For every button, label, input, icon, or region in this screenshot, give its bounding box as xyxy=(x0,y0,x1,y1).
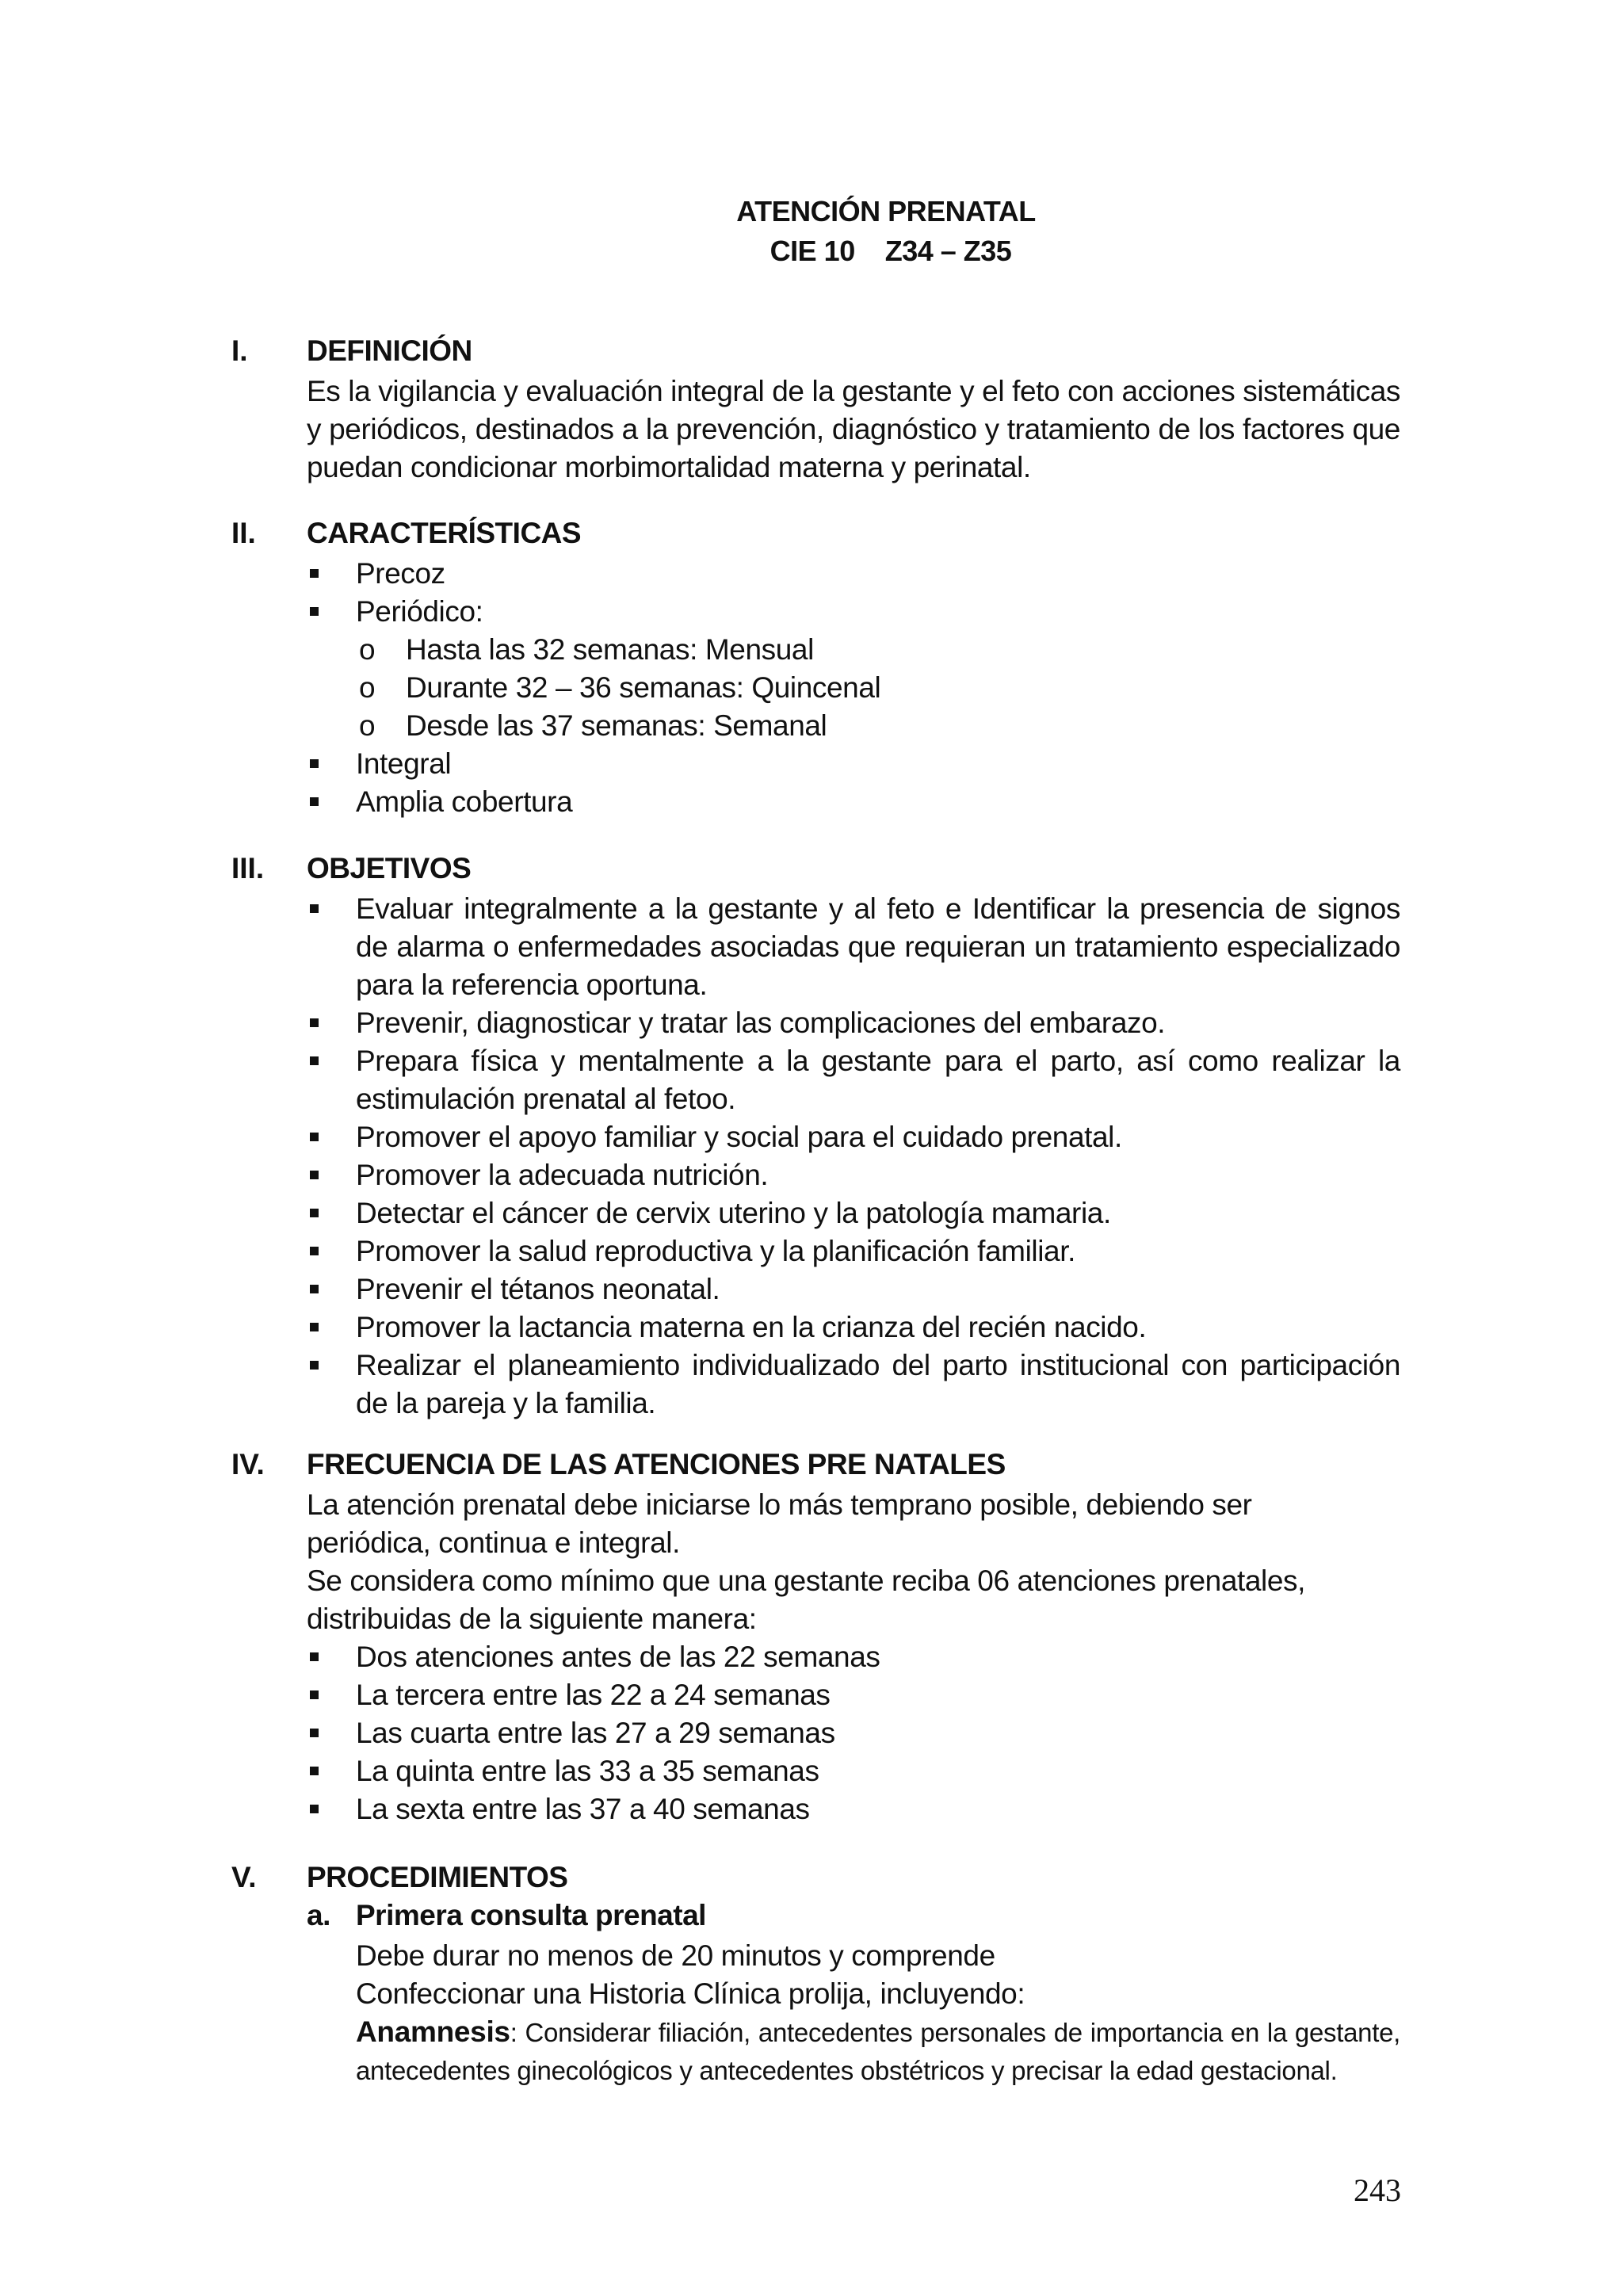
frequency-list xyxy=(307,1638,1400,1828)
definition-paragraph: Es la vigilancia y evaluación integral de la gestante y el feto con acciones sistemáticas y periódicos, destinados a la prevención, diagnóstico y tratamiento de los factores que puedan condicionar morbimortalidad materna y perinatal. xyxy=(307,375,1400,483)
bullet-circle-icon: o xyxy=(359,709,376,742)
section-number-4: IV. xyxy=(231,1448,265,1480)
bullet-square-icon xyxy=(310,797,319,806)
bullet-square-icon xyxy=(310,1056,319,1065)
sub-list-item: o Durante 32 – 36 semanas: Quincenal xyxy=(307,669,1400,707)
list-item: Dos atenciones antes de las 22 semanas xyxy=(307,1638,1400,1676)
objectives-list xyxy=(307,890,1400,1423)
bullet-square-icon xyxy=(310,1805,319,1813)
bullet-square-icon xyxy=(310,1018,319,1027)
document-code xyxy=(79,235,1623,268)
cie-label: CIE 10 xyxy=(769,235,855,267)
bullet-square-icon xyxy=(310,1285,319,1293)
list-item: Amplia cobertura xyxy=(307,783,1400,821)
section-number-2: II. xyxy=(231,517,256,549)
bullet-square-icon xyxy=(310,1361,319,1370)
bullet-square-icon xyxy=(310,904,319,913)
bullet-square-icon xyxy=(310,759,319,768)
bullet-square-icon xyxy=(310,1652,319,1661)
section-number-5: V. xyxy=(231,1861,257,1893)
list-item: Promover la lactancia materna en la crianza del recién nacido. xyxy=(307,1308,1400,1347)
list-item: Promover la salud reproductiva y la planificación familiar. xyxy=(307,1232,1400,1270)
frequency-paragraph-2: Se considera como mínimo que una gestante reciba 06 atenciones prenatales, distribuidas de la siguiente manera: xyxy=(307,1564,1306,1635)
bullet-circle-icon: o xyxy=(359,671,376,704)
page-number: 243 xyxy=(1354,2172,1401,2208)
cie-codes: Z34 – Z35 xyxy=(884,235,1012,267)
subsection-label: a. xyxy=(307,1899,330,1931)
section-number-1: I. xyxy=(231,334,248,367)
bullet-square-icon xyxy=(310,1171,319,1179)
characteristics-list xyxy=(307,555,1400,821)
section-number-3: III. xyxy=(231,852,265,884)
list-item: Detectar el cáncer de cervix uterino y la patología mamaria. xyxy=(307,1194,1400,1232)
list-item: Las cuarta entre las 27 a 29 semanas xyxy=(307,1714,1400,1752)
bullet-square-icon xyxy=(310,1323,319,1331)
section-heading-procedimientos: PROCEDIMIENTOS xyxy=(307,1861,568,1893)
list-item: La tercera entre las 22 a 24 semanas xyxy=(307,1676,1400,1714)
section-heading-objetivos: OBJETIVOS xyxy=(307,852,472,884)
list-item: Periódico: xyxy=(307,593,1400,631)
anamnesis-text: : Considerar filiación, antecedentes personales de importancia en la gestante, antecedentes ginecológicos y antecedentes obstétricos y precisar la edad gestacional. xyxy=(356,2018,1400,2085)
anamnesis-label: Anamnesis xyxy=(356,2015,510,2048)
list-item: Prevenir, diagnosticar y tratar las complicaciones del embarazo. xyxy=(307,1004,1400,1042)
section-heading-frecuencia: FRECUENCIA DE LAS ATENCIONES PRE NATALES xyxy=(307,1448,1006,1480)
sub-list-item: o Hasta las 32 semanas: Mensual xyxy=(307,631,1400,669)
bullet-square-icon xyxy=(310,607,319,616)
anamnesis-paragraph xyxy=(356,2013,1400,2090)
bullet-square-icon xyxy=(310,569,319,578)
bullet-square-icon xyxy=(310,1247,319,1255)
sub-list-item: o Desde las 37 semanas: Semanal xyxy=(307,707,1400,745)
procedure-line-2: Confeccionar una Historia Clínica prolija, incluyendo: xyxy=(356,1977,1025,2010)
list-item: Prevenir el tétanos neonatal. xyxy=(307,1270,1400,1308)
document-title: ATENCIÓN PRENATAL xyxy=(736,195,1036,227)
bullet-square-icon xyxy=(310,1729,319,1737)
list-item: La sexta entre las 37 a 40 semanas xyxy=(307,1790,1400,1828)
bullet-square-icon xyxy=(310,1767,319,1775)
section-heading-definicion: DEFINICIÓN xyxy=(307,334,472,367)
section-heading-caracteristicas: CARACTERÍSTICAS xyxy=(307,517,582,549)
list-item: Evaluar integralmente a la gestante y al feto e Identificar la presencia de signos de alarma o enfermedades asociadas que requieran un tratamiento especializado para la referencia oportuna. xyxy=(307,890,1400,1004)
bullet-square-icon xyxy=(310,1690,319,1699)
procedure-line-1: Debe durar no menos de 20 minutos y comprende xyxy=(356,1939,995,1972)
subsection-title: Primera consulta prenatal xyxy=(356,1899,706,1931)
subsection-heading xyxy=(307,1899,706,1932)
list-item: Realizar el planeamiento individualizado del parto institucional con participación de la pareja y la familia. xyxy=(307,1347,1400,1423)
list-item: Prepara física y mentalmente a la gestante para el parto, así como realizar la estimulación prenatal al fetoo. xyxy=(307,1042,1400,1118)
list-item: Promover el apoyo familiar y social para el cuidado prenatal. xyxy=(307,1118,1400,1156)
list-item: Precoz xyxy=(307,555,1400,593)
bullet-circle-icon: o xyxy=(359,633,376,666)
list-item: La quinta entre las 33 a 35 semanas xyxy=(307,1752,1400,1790)
bullet-square-icon xyxy=(310,1209,319,1217)
list-item: Promover la adecuada nutrición. xyxy=(307,1156,1400,1194)
bullet-square-icon xyxy=(310,1133,319,1141)
list-item: Integral xyxy=(307,745,1400,783)
frequency-paragraph-1: La atención prenatal debe iniciarse lo más temprano posible, debiendo ser periódica, continua e integral. xyxy=(307,1488,1252,1559)
